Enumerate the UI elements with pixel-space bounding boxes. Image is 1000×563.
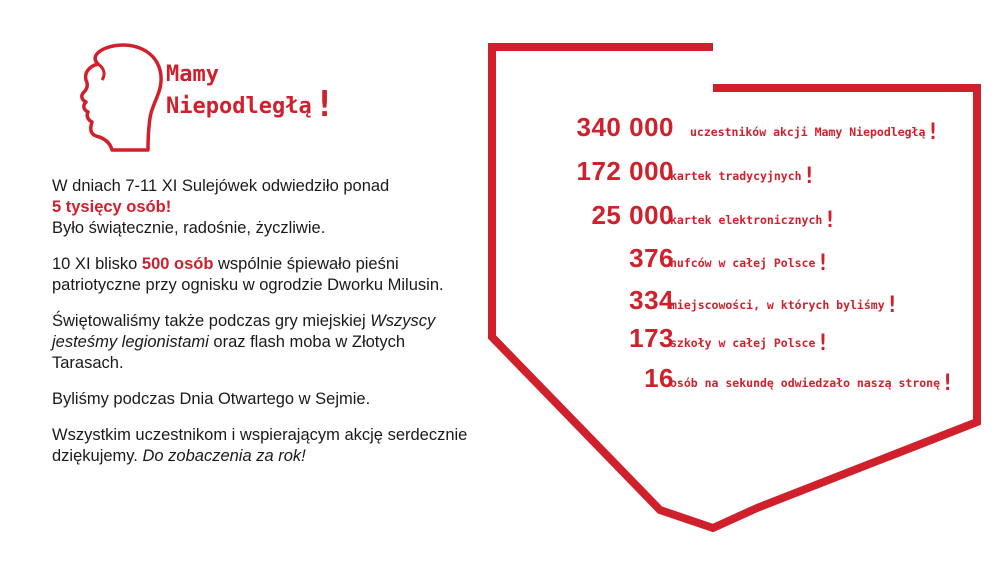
stat-exclamation: ! <box>885 293 899 318</box>
p3-text-c: oraz flash moba w Złotych Tarasach. <box>52 333 406 372</box>
p3-text-a: Świętowaliśmy także podczas gry miejskiej <box>52 312 371 330</box>
info-text <box>52 176 472 482</box>
stat-label <box>670 164 816 189</box>
stat-label <box>670 293 899 318</box>
stat-number: 173 <box>629 323 674 353</box>
stat-row <box>520 363 990 399</box>
stat-label-text: szkoły w całej Polsce <box>670 336 816 350</box>
stat-number: 16 <box>644 363 674 393</box>
p1-text-a: W dniach 7-11 XI Sulejówek odwiedziło ponad <box>52 177 390 195</box>
p2-text-a: 10 XI blisko <box>52 255 142 273</box>
stat-exclamation: ! <box>802 164 816 189</box>
stat-label-text: kartek elektronicznych <box>670 213 823 227</box>
stat-number: 376 <box>629 243 674 273</box>
stat-exclamation: ! <box>926 120 940 145</box>
stat-label-text: hufców w całej Polsce <box>670 256 816 270</box>
info-paragraph-3 <box>52 311 472 374</box>
stat-label-text: kartek tradycyjnych <box>670 169 802 183</box>
p1-text-c: Było świątecznie, radośnie, życzliwie. <box>52 219 326 237</box>
stat-label <box>690 120 940 145</box>
info-paragraph-2 <box>52 254 472 296</box>
p2-highlight: 500 osób <box>141 255 214 273</box>
stat-label <box>670 371 954 396</box>
stat-label <box>670 251 830 276</box>
logo-line-2-text: Niepodległą <box>166 94 312 119</box>
stat-number: 25 000 <box>591 200 674 230</box>
logo-line-1: Mamy <box>166 62 219 87</box>
stat-exclamation: ! <box>816 331 830 356</box>
p5-italic: Do zobaczenia za rok! <box>142 447 306 465</box>
logo-line-2 <box>166 84 336 125</box>
stat-row <box>520 156 990 192</box>
info-paragraph-1 <box>52 176 472 239</box>
stat-label <box>670 208 837 233</box>
stat-number: 340 000 <box>576 112 674 142</box>
stat-label <box>670 331 830 356</box>
p1-highlight: 5 tysięcy osób! <box>52 198 172 216</box>
stat-exclamation: ! <box>816 251 830 276</box>
stat-number: 334 <box>629 285 674 315</box>
p5-text-a: Wszystkim uczestnikom i wspierającym akcję serdecznie dziękujemy. <box>52 426 468 465</box>
logo-exclamation: ! <box>313 84 336 125</box>
p2-text-c: wspólnie śpiewało pieśni patriotyczne przy ognisku w ogrodzie Dworku Milusin. <box>52 255 444 294</box>
stat-exclamation: ! <box>941 371 955 396</box>
stat-label-text: miejscowości, w których byliśmy <box>670 298 885 312</box>
p3-italic: Wszyscy jesteśmy legionistami <box>52 312 436 351</box>
stat-row <box>520 285 990 321</box>
stat-row <box>520 243 990 279</box>
logo <box>76 42 376 152</box>
info-paragraph-4: Byliśmy podczas Dnia Otwartego w Sejmie. <box>52 390 371 408</box>
stat-row <box>520 112 990 148</box>
stat-label-text: osób na sekundę odwiedzało naszą stronę <box>670 376 941 390</box>
stat-row <box>520 323 990 359</box>
stat-exclamation: ! <box>823 208 837 233</box>
profile-head-icon <box>76 42 166 154</box>
stat-label-text: uczestników akcji Mamy Niepodległą <box>690 125 926 139</box>
info-paragraph-5 <box>52 425 472 467</box>
logo-title <box>166 60 336 125</box>
stat-row <box>520 200 990 236</box>
stat-number: 172 000 <box>576 156 674 186</box>
